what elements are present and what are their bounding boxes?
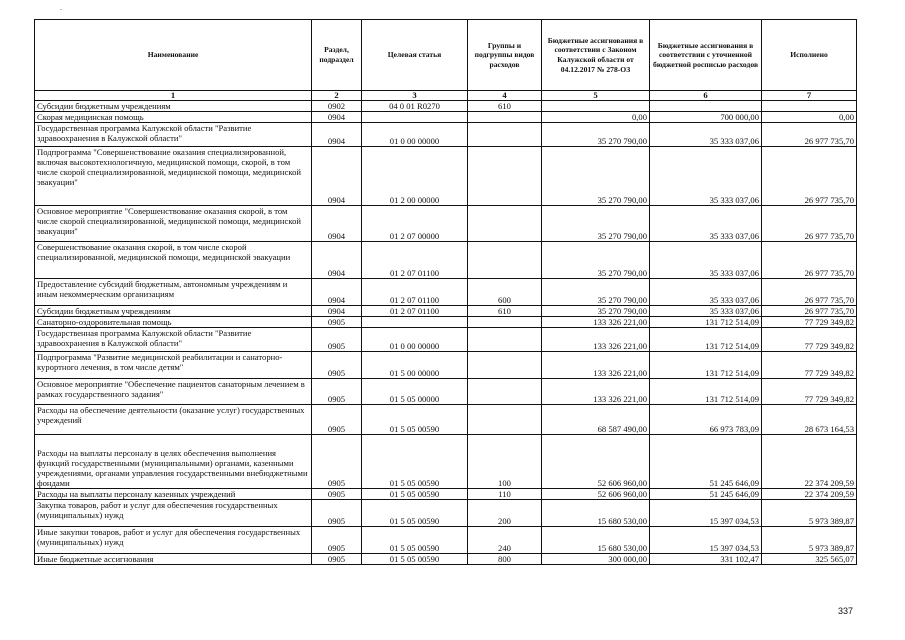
table-row	[35, 489, 857, 500]
row-law: 0,00	[542, 112, 650, 123]
row-executed: 5 973 389,87	[762, 527, 857, 554]
row-type	[468, 206, 542, 242]
row-refined: 131 712 514,09	[650, 317, 762, 328]
row-law: 133 326 221,00	[542, 352, 650, 379]
column-number-row	[35, 91, 857, 101]
row-refined: 131 712 514,09	[650, 352, 762, 379]
row-target: 01 2 07 00000	[362, 206, 468, 242]
row-refined: 15 397 034,53	[650, 527, 762, 554]
row-executed: 77 729 349,82	[762, 328, 857, 352]
row-executed: 0,00	[762, 112, 857, 123]
row-name: Расходы на обеспечение деятельности (оказание услуг) государственных учреждений	[35, 405, 312, 435]
row-section: 0905	[312, 500, 362, 527]
table-row	[35, 352, 857, 379]
row-executed: 77 729 349,82	[762, 352, 857, 379]
column-number: 7	[762, 91, 857, 101]
row-type: 610	[468, 101, 542, 112]
row-name: Государственная программа Калужской области "Развитие здравоохранения в Калужской области"	[35, 328, 312, 352]
row-section: 0904	[312, 112, 362, 123]
row-target: 01 5 05 00590	[362, 435, 468, 489]
row-refined: 35 333 037,06	[650, 306, 762, 317]
row-executed: 5 973 389,87	[762, 500, 857, 527]
table-row	[35, 101, 857, 112]
row-refined: 35 333 037,06	[650, 242, 762, 279]
row-refined: 51 245 646,09	[650, 489, 762, 500]
row-law: 52 606 960,00	[542, 435, 650, 489]
table-row	[35, 328, 857, 352]
row-executed: 22 374 209,59	[762, 489, 857, 500]
row-executed: 28 673 164,53	[762, 405, 857, 435]
header-law-allocation: Бюджетные ассигнования в соответствии с Законом Калужской области от 04.12.2017 № 278-ОЗ	[542, 20, 650, 91]
row-law: 133 326 221,00	[542, 317, 650, 328]
row-executed: 26 977 735,70	[762, 242, 857, 279]
row-law: 15 680 530,00	[542, 527, 650, 554]
row-section: 0904	[312, 279, 362, 306]
row-name: Основное мероприятие "Совершенствование оказания скорой, в том числе скорой специализированной, медицинской помощи, медицинской эвакуации"	[35, 206, 312, 242]
row-target: 01 5 05 00590	[362, 554, 468, 565]
row-type	[468, 123, 542, 147]
row-name: Предоставление субсидий бюджетным, автономным учреждениям и иным некоммерческим организациям	[35, 279, 312, 306]
row-section: 0904	[312, 123, 362, 147]
row-target: 01 2 07 01100	[362, 279, 468, 306]
row-type	[468, 112, 542, 123]
row-type	[468, 352, 542, 379]
row-name: Расходы на выплаты персоналу в целях обеспечения выполнения функций государственными (муниципальными) органами, казенными учреждениями, органами управления государственными внебюджетными фондами	[35, 435, 312, 489]
row-law: 35 270 790,00	[542, 206, 650, 242]
row-section: 0904	[312, 306, 362, 317]
column-number: 1	[35, 91, 312, 101]
row-refined: 331 102,47	[650, 554, 762, 565]
row-target: 01 5 05 00000	[362, 379, 468, 405]
row-target: 01 2 07 01100	[362, 306, 468, 317]
header-executed: Исполнено	[762, 20, 857, 91]
row-refined	[650, 101, 762, 112]
row-target: 01 5 05 00590	[362, 405, 468, 435]
row-law: 68 587 490,00	[542, 405, 650, 435]
row-target: 04 0 01 R0270	[362, 101, 468, 112]
row-section: 0905	[312, 352, 362, 379]
row-law: 35 270 790,00	[542, 147, 650, 206]
row-name: Государственная программа Калужской области "Развитие здравоохранения в Калужской области"	[35, 123, 312, 147]
row-type: 200	[468, 500, 542, 527]
row-name: Подпрограмма "Развитие медицинской реабилитации и санаторно-курортного лечения, в том числе детям"	[35, 352, 312, 379]
row-name: Субсидии бюджетным учреждениям	[35, 306, 312, 317]
row-name: Совершенствование оказания скорой, в том числе скорой специализированной, медицинской помощи, медицинской эвакуации	[35, 242, 312, 279]
row-target	[362, 317, 468, 328]
table-row	[35, 500, 857, 527]
table-row	[35, 206, 857, 242]
row-refined: 51 245 646,09	[650, 435, 762, 489]
row-section: 0904	[312, 242, 362, 279]
header-row	[35, 20, 857, 91]
table-row	[35, 123, 857, 147]
row-law: 35 270 790,00	[542, 306, 650, 317]
header-expense-type: Группы и подгруппы видов расходов	[468, 20, 542, 91]
row-type: 610	[468, 306, 542, 317]
row-name: Иные бюджетные ассигнования	[35, 554, 312, 565]
budget-table	[34, 19, 857, 565]
row-name: Закупка товаров, работ и услуг для обеспечения государственных (муниципальных) нужд	[35, 500, 312, 527]
row-refined: 700 000,00	[650, 112, 762, 123]
row-name: Скорая медицинская помощь	[35, 112, 312, 123]
row-section: 0905	[312, 379, 362, 405]
row-executed: 325 565,07	[762, 554, 857, 565]
column-number: 5	[542, 91, 650, 101]
row-section: 0904	[312, 147, 362, 206]
row-target: 01 5 05 00590	[362, 527, 468, 554]
row-type: 600	[468, 279, 542, 306]
row-type	[468, 242, 542, 279]
row-law: 133 326 221,00	[542, 328, 650, 352]
table-row	[35, 242, 857, 279]
row-name: Иные закупки товаров, работ и услуг для обеспечения государственных (муниципальных) нужд	[35, 527, 312, 554]
row-law	[542, 101, 650, 112]
row-executed: 77 729 349,82	[762, 317, 857, 328]
row-type	[468, 379, 542, 405]
row-law: 35 270 790,00	[542, 123, 650, 147]
row-executed: 77 729 349,82	[762, 379, 857, 405]
row-name: Подпрограмма "Совершенствование оказания специализированной, включая высокотехнологичную, медицинской помощи, скорой, в том числе скорой специализированной, медицинской помощи, медицинской эвакуации"	[35, 147, 312, 206]
row-refined: 131 712 514,09	[650, 328, 762, 352]
column-number: 6	[650, 91, 762, 101]
row-name: Расходы на выплаты персоналу казенных учреждений	[35, 489, 312, 500]
row-target: 01 0 00 00000	[362, 123, 468, 147]
table-row	[35, 405, 857, 435]
row-section: 0905	[312, 554, 362, 565]
row-executed	[762, 101, 857, 112]
row-refined: 35 333 037,06	[650, 206, 762, 242]
row-executed: 26 977 735,70	[762, 147, 857, 206]
row-refined: 66 973 783,09	[650, 405, 762, 435]
row-executed: 26 977 735,70	[762, 306, 857, 317]
row-type: 110	[468, 489, 542, 500]
column-number: 4	[468, 91, 542, 101]
row-law: 133 326 221,00	[542, 379, 650, 405]
page-number: 337	[838, 606, 854, 616]
row-target: 01 2 00 00000	[362, 147, 468, 206]
header-name: Наименование	[35, 20, 312, 91]
row-type: 800	[468, 554, 542, 565]
row-refined: 35 333 037,06	[650, 147, 762, 206]
table-row	[35, 527, 857, 554]
row-type: 240	[468, 527, 542, 554]
table-row	[35, 112, 857, 123]
row-type: 100	[468, 435, 542, 489]
column-number: 3	[362, 91, 468, 101]
row-section: 0905	[312, 527, 362, 554]
row-law: 52 606 960,00	[542, 489, 650, 500]
row-target: 01 0 00 00000	[362, 328, 468, 352]
row-law: 35 270 790,00	[542, 242, 650, 279]
row-section: 0902	[312, 101, 362, 112]
header-section: Раздел, подраздел	[312, 20, 362, 91]
row-section: 0905	[312, 489, 362, 500]
row-type	[468, 147, 542, 206]
row-target: 01 2 07 01100	[362, 242, 468, 279]
row-section: 0905	[312, 328, 362, 352]
row-executed: 26 977 735,70	[762, 206, 857, 242]
table-row	[35, 279, 857, 306]
row-refined: 35 333 037,06	[650, 123, 762, 147]
scan-mark: .	[60, 3, 62, 12]
row-executed: 26 977 735,70	[762, 123, 857, 147]
row-executed: 26 977 735,70	[762, 279, 857, 306]
table-row	[35, 435, 857, 489]
row-law: 15 680 530,00	[542, 500, 650, 527]
row-refined: 131 712 514,09	[650, 379, 762, 405]
table-row	[35, 317, 857, 328]
row-section: 0905	[312, 405, 362, 435]
table-row	[35, 306, 857, 317]
row-law: 300 000,00	[542, 554, 650, 565]
row-refined: 35 333 037,06	[650, 279, 762, 306]
row-executed: 22 374 209,59	[762, 435, 857, 489]
header-target: Целевая статья	[362, 20, 468, 91]
row-type	[468, 405, 542, 435]
row-type	[468, 328, 542, 352]
table-row	[35, 554, 857, 565]
row-target: 01 5 00 00000	[362, 352, 468, 379]
row-name: Санаторно-оздоровительная помощь	[35, 317, 312, 328]
row-target: 01 5 05 00590	[362, 489, 468, 500]
row-refined: 15 397 034,53	[650, 500, 762, 527]
row-section: 0905	[312, 435, 362, 489]
table-row	[35, 147, 857, 206]
row-section: 0905	[312, 317, 362, 328]
column-number: 2	[312, 91, 362, 101]
row-name: Субсидии бюджетным учреждениям	[35, 101, 312, 112]
row-section: 0904	[312, 206, 362, 242]
row-law: 35 270 790,00	[542, 279, 650, 306]
row-type	[468, 317, 542, 328]
row-name: Основное мероприятие "Обеспечение пациентов санаторным лечением в рамках государственного задания"	[35, 379, 312, 405]
header-refined-allocation: Бюджетные ассигнования в соответствии с уточненной бюджетной росписью расходов	[650, 20, 762, 91]
row-target: 01 5 05 00590	[362, 500, 468, 527]
table-row	[35, 379, 857, 405]
row-target	[362, 112, 468, 123]
